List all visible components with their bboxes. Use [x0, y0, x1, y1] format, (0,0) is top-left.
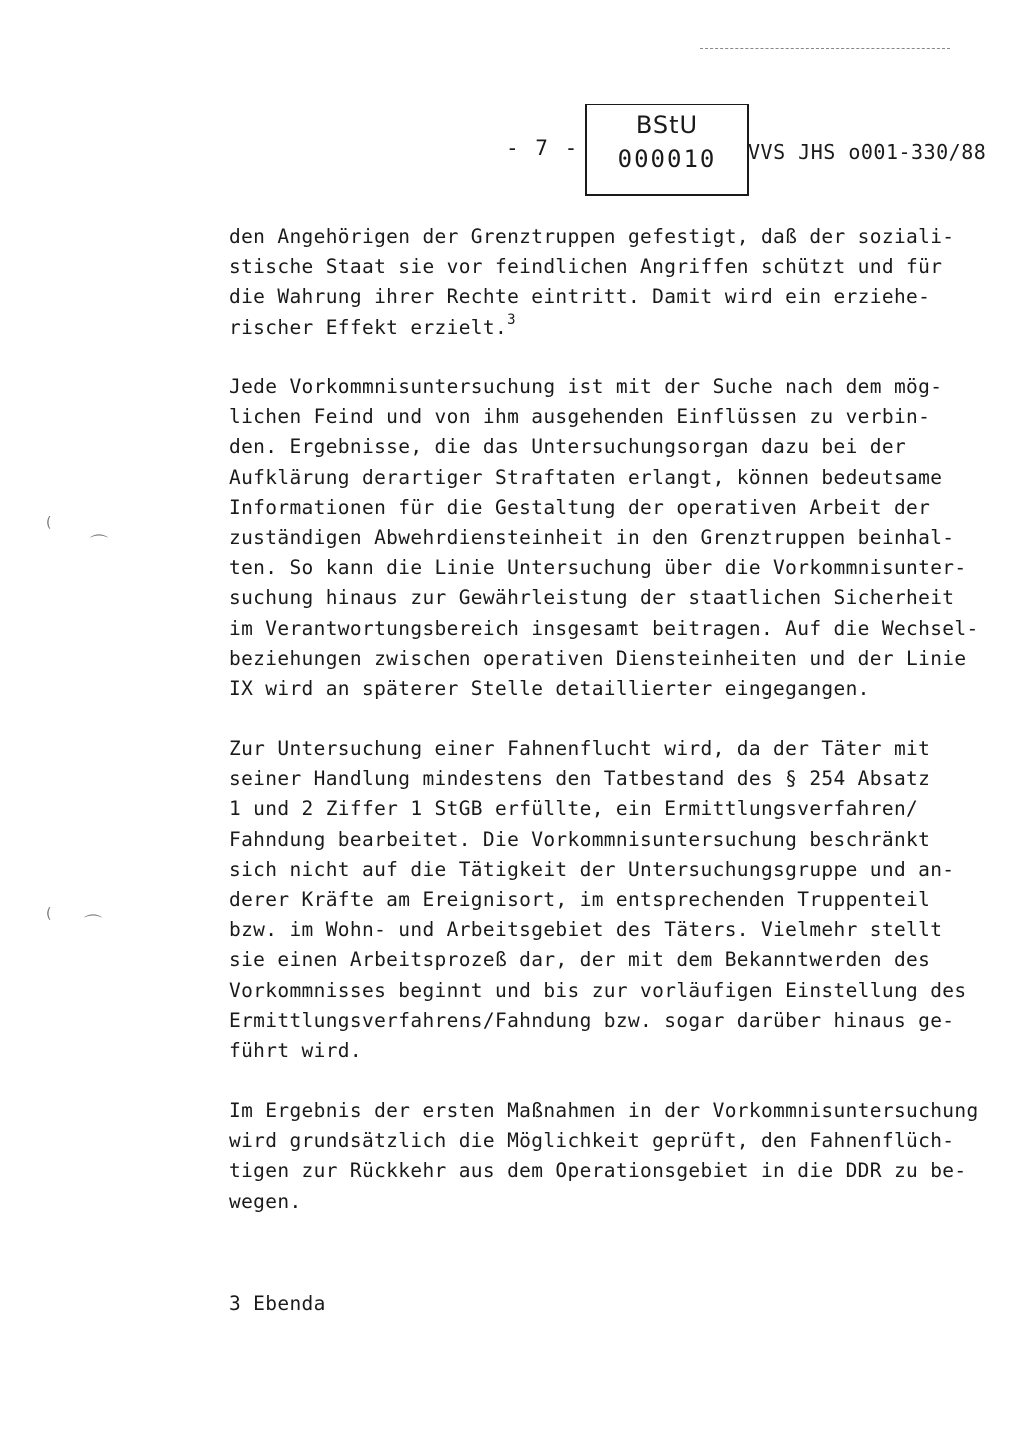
page-number: - 7 - — [506, 136, 580, 160]
punch-hole-mark: ⌒ — [84, 914, 102, 935]
stamp-title: BStU — [635, 111, 699, 139]
footnote: 3 Ebenda — [229, 1292, 326, 1315]
margin-mark: ( — [46, 906, 52, 922]
paragraph-3: Zur Untersuchung einer Fahnenflucht wird, da der Täter mit seiner Handlung mindestens den Tatbestand des § 254 Absatz 1 und 2 Ziffer 1 StGB erfüllte, ein Ermittlungsverfahren/ Fahndung bearbeitet. Die Vorkommnisuntersuchung beschränkt sich nicht auf die Tätigkeit der Untersuchungsgruppe und an- derer Kräfte am Ereignisort, im entsprechenden Truppenteil bzw. im Wohn- und Arbeitsgebiet des Täters. Vielmehr stellt sie einen Arbeitsprozeß dar, der mit dem Bekanntwerden des Vorkommnisses beginnt und bis zur vorläufigen Einstellung des Ermittlungsverfahrens/Fahndung bzw. sogar darüber hinaus ge- führt wird. — [229, 737, 967, 1063]
top-dashed-rule — [700, 48, 950, 49]
paragraph-1 — [229, 222, 1009, 345]
punch-hole-mark: ⌒ — [90, 534, 108, 555]
document-reference: VVS JHS o001-330/88 — [748, 140, 987, 164]
archive-stamp — [585, 104, 749, 196]
margin-mark: ( — [46, 515, 52, 531]
paragraph-1-text: den Angehörigen der Grenztruppen gefestigt, daß der soziali- stische Staat sie vor feindlichen Angriffen schützt und für die Wahrung ihrer Rechte eintritt. Damit wird ein erziehe- rischer Effekt erzielt. — [229, 225, 955, 339]
footnote-marker: 3 — [507, 311, 516, 328]
paragraph-2: Jede Vorkommnisuntersuchung ist mit der Suche nach dem mög- lichen Feind und von ihm ausgehenden Einflüssen zu verbin- den. Ergebnisse, die das Untersuchungsorgan dazu bei der Aufklärung derartiger Straftaten erlangt, können bedeutsame Informationen für die Gestaltung der operativen Arbeit der zuständigen Abwehrdiensteinheit in den Grenztruppen beinhal- ten. So kann die Linie Untersuchung über die Vorkommnisunter- suchung hinaus zur Gewährleistung der staatlichen Sicherheit im Verantwortungsbereich insgesamt beitragen. Auf die Wechsel- beziehungen zwischen operativen Diensteinheiten und der Linie IX wird an späterer Stelle detaillierter eingegangen. — [229, 375, 979, 701]
paragraph-4: Im Ergebnis der ersten Maßnahmen in der Vorkommnisuntersuchung wird grundsätzlich die Möglichkeit geprüft, den Fahnenflüch- tigen zur Rückkehr aus dem Operationsgebiet in die DDR zu be- wegen. — [229, 1099, 979, 1213]
stamp-number: 000010 — [617, 145, 717, 173]
